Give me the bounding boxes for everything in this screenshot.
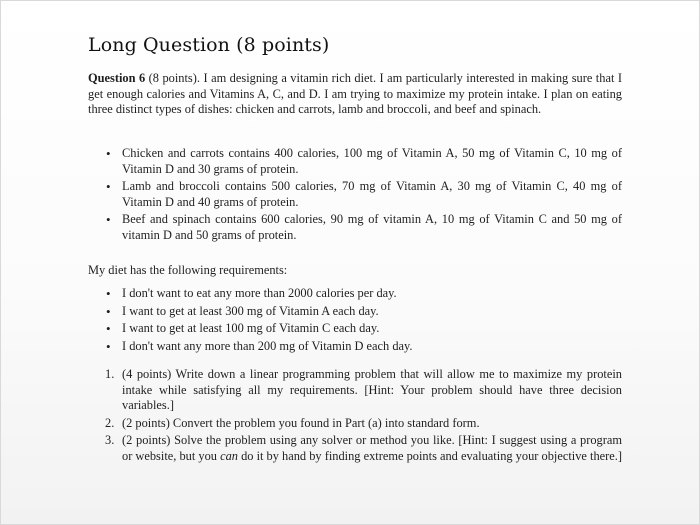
- dish-list: [88, 146, 622, 246]
- task-number: 3.: [105, 433, 115, 448]
- question-paragraph: [88, 71, 622, 118]
- bullet-icon: •: [106, 338, 111, 354]
- task-list: [88, 367, 622, 467]
- dish-text: Lamb and broccoli contains 500 calories, 70 mg of Vitamin A, 30 mg of Vitamin C, 40 mg of Vitamin D and 40 grams of protein.: [122, 179, 622, 209]
- task-text: (4 points) Write down a linear programming problem that will allow me to maximize my protein intake while satisfying all my requirements. [Hint: Your problem should have three decision variables.]: [122, 367, 622, 413]
- task-item: [88, 367, 622, 414]
- task-number: 2.: [105, 415, 115, 430]
- requirement-text: I don't want any more than 200 mg of Vitamin D each day.: [122, 338, 413, 353]
- task-number: 1.: [105, 367, 115, 381]
- dish-item: [88, 212, 622, 243]
- requirement-item: [88, 304, 622, 320]
- dish-item: [88, 146, 622, 177]
- bullet-icon: •: [106, 212, 111, 228]
- question-body: I am designing a vitamin rich diet. I am particularly interested in making sure that I get enough calories and Vitamins A, C, and D. I am trying to maximize my protein intake. I plan on eating three distinct types of dishes: chicken and carrots, lamb and broccoli, and beef and spinach.: [88, 71, 622, 117]
- task-text-end: do it by hand by finding extreme points and evaluating your objective there.]: [237, 448, 622, 463]
- page-title: Long Question (8 points): [88, 34, 330, 56]
- bullet-icon: •: [106, 303, 111, 319]
- requirements-list: [88, 286, 622, 356]
- requirements-intro: My diet has the following requirements:: [88, 263, 288, 277]
- bullet-icon: •: [106, 179, 111, 195]
- task-item: [88, 433, 622, 464]
- task-item: [88, 416, 622, 432]
- requirement-text: I want to get at least 100 mg of Vitamin C each day.: [122, 321, 380, 336]
- requirement-item: [88, 286, 622, 302]
- question-label: Question 6: [88, 71, 146, 85]
- requirement-text: I don't want to eat any more than 2000 calories per day.: [122, 286, 397, 300]
- bullet-icon: •: [106, 321, 111, 337]
- task-emphasis: can: [220, 448, 238, 463]
- bullet-icon: •: [106, 286, 111, 301]
- bullet-icon: •: [106, 146, 111, 161]
- dish-item: [88, 179, 622, 210]
- requirement-item: [88, 339, 622, 355]
- task-text: (2 points) Solve the problem using any solver or method you like. [Hint: I suggest using a program or website, but you: [122, 433, 622, 463]
- requirement-item: [88, 321, 622, 337]
- question-points: (8 points).: [148, 71, 200, 85]
- dish-text: Chicken and carrots contains 400 calories, 100 mg of Vitamin A, 50 mg of Vitamin C, 10 mg of Vitamin D and 30 grams of protein.: [122, 146, 622, 176]
- task-text: (2 points) Convert the problem you found in Part (a) into standard form.: [122, 415, 480, 430]
- dish-text: Beef and spinach contains 600 calories, 90 mg of vitamin A, 10 mg of Vitamin C and 50 mg of vitamin D and 50 grams of protein.: [122, 212, 622, 242]
- requirement-text: I want to get at least 300 mg of Vitamin A each day.: [122, 303, 379, 318]
